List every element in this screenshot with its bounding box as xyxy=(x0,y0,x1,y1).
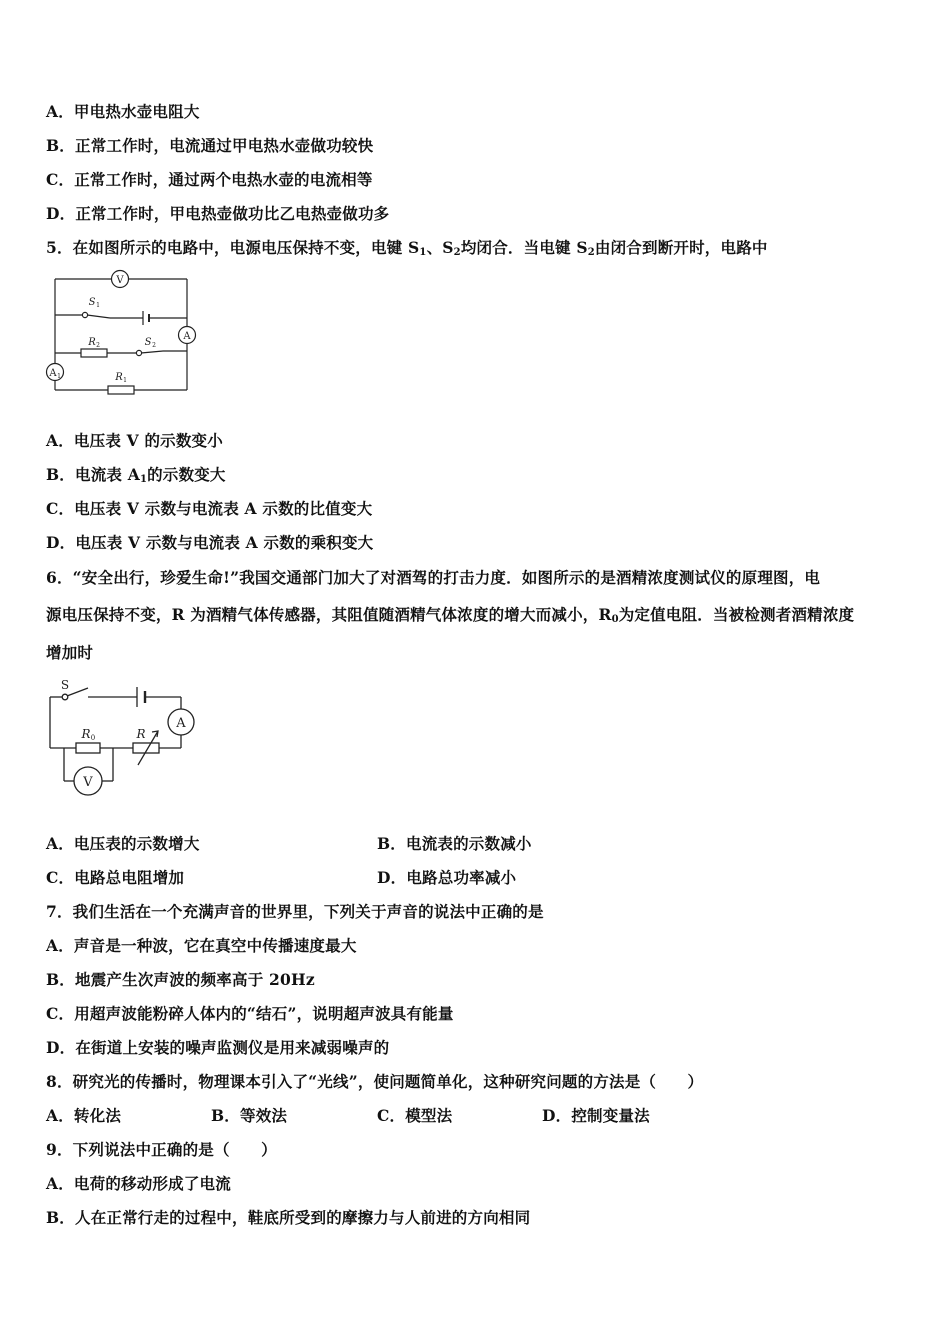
q4-option-c: C．正常工作时，通过两个电热水壶的电流相等 xyxy=(46,170,373,189)
q8-option-c: C．模型法 xyxy=(377,1106,453,1125)
q4-option-a: A．甲电热水壶电阻大 xyxy=(46,102,200,121)
q8-option-a: A．转化法 xyxy=(46,1106,122,1125)
q6-label-s: S xyxy=(60,678,70,692)
q5-resistor-r2 xyxy=(81,349,107,357)
q5-option-d: D．电压表 V 示数与电流表 A 示数的乘积变大 xyxy=(46,533,374,552)
q5-label-s2: S xyxy=(144,337,152,348)
q6-stem-line-3: 增加时 xyxy=(46,643,94,662)
q5-label-r2-sub: 2 xyxy=(96,342,100,349)
q5-switch-s1 xyxy=(82,312,87,317)
q5-label-s1-sub: 1 xyxy=(96,302,100,309)
q6-stem-line-1: 6．“安全出行，珍爱生命!”我国交通部门加大了对酒驾的打击力度．如图所示的是酒精浓度测试仪的原理图，电 xyxy=(46,568,821,587)
q5-option-a: A．电压表 V 的示数变小 xyxy=(46,431,223,450)
q6-option-b: B．电流表的示数减小 xyxy=(377,834,532,853)
q4-option-b: B．正常工作时，电流通过甲电热水壶做功较快 xyxy=(46,136,374,155)
q8-option-b: B．等效法 xyxy=(211,1106,288,1125)
q9-option-b: B．人在正常行走的过程中，鞋底所受到的摩擦力与人前进的方向相同 xyxy=(46,1208,531,1227)
q5-option-b: B．电流表 $A_1$的示数变大 xyxy=(46,465,226,485)
q6-switch-s xyxy=(62,694,68,700)
q6-resistor-r0 xyxy=(76,743,100,753)
q9-option-a: A．电荷的移动形成了电流 xyxy=(46,1174,231,1193)
q5-stem: 5．在如图所示的电路中，电源电压保持不变，电键 $S_1$、$S_2$均闭合．当电键 $S_2$由闭合到断开时，电路中 xyxy=(46,238,768,258)
q8-stem: 8．研究光的传播时，物理课本引入了“光线”，使问题简单化，这种研究问题的方法是（ ） xyxy=(46,1072,704,1091)
q6-label-a: A xyxy=(176,716,186,731)
q7-option-a: A．声音是一种波，它在真空中传播速度最大 xyxy=(46,936,357,955)
q5-resistor-r1 xyxy=(108,386,134,394)
q6-option-a: A．电压表的示数增大 xyxy=(46,834,200,853)
q6-option-d: D．电路总功率减小 xyxy=(377,868,517,887)
q6-stem-line-2: 源电压保持不变，R 为酒精气体传感器，其阻值随酒精气体浓度的增大而减小，$R_0$为定值电阻．当被检测者酒精浓度 xyxy=(46,605,855,625)
q5-label-r1: R xyxy=(115,372,123,383)
q7-option-d: D．在街道上安装的噪声监测仪是用来减弱噪声的 xyxy=(46,1038,390,1057)
q5-label-v: V xyxy=(116,275,124,286)
q6-label-r: R xyxy=(136,727,146,741)
q9-stem: 9．下列说法中正确的是（ ） xyxy=(46,1140,277,1159)
q6-label-r0-sub: 0 xyxy=(90,734,96,742)
q5-label-r1-sub: 1 xyxy=(123,377,127,384)
q7-stem: 7．我们生活在一个充满声音的世界里，下列关于声音的说法中正确的是 xyxy=(46,902,544,921)
q5-label-s2-sub: 2 xyxy=(152,342,156,349)
q5-label-a: A xyxy=(183,331,191,342)
q5-option-c: C．电压表 V 示数与电流表 A 示数的比值变大 xyxy=(46,499,373,518)
q6-option-c: C．电路总电阻增加 xyxy=(46,868,185,887)
q5-label-a1: A xyxy=(49,368,57,379)
q7-option-b: B．地震产生次声波的频率高于 20Hz xyxy=(46,970,315,989)
q7-option-c: C．用超声波能粉碎人体内的“结石”，说明超声波具有能量 xyxy=(46,1004,454,1023)
q6-label-r0: R xyxy=(81,727,91,741)
q4-option-d: D．正常工作时，甲电热壶做功比乙电热壶做功多 xyxy=(46,204,390,223)
q8-option-d: D．控制变量法 xyxy=(542,1106,650,1125)
q5-label-r2: R xyxy=(88,337,96,348)
q5-switch-s2 xyxy=(136,350,141,355)
q6-label-v: V xyxy=(83,775,93,790)
q5-label-s1: S xyxy=(88,297,96,308)
q5-label-a1-sub: 1 xyxy=(57,373,61,380)
